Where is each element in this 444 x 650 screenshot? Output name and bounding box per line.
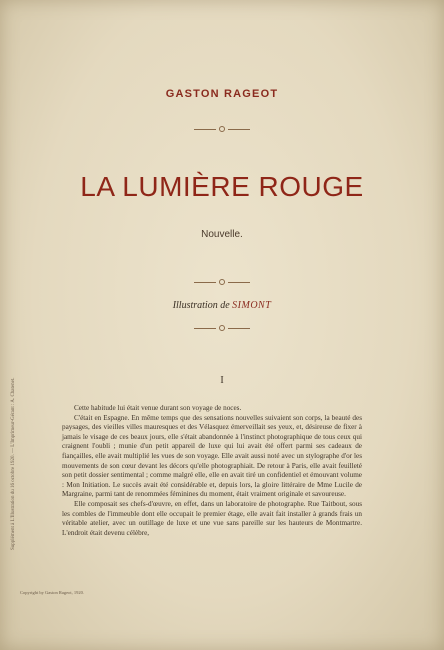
ornament-divider bbox=[0, 325, 444, 331]
chapter-number: I bbox=[220, 375, 224, 386]
ornament-divider bbox=[0, 126, 444, 132]
story-body bbox=[62, 404, 362, 538]
illustrator-name: SIMONT bbox=[232, 300, 272, 311]
copyright-line: Copyright by Gaston Rageot, 1920. bbox=[20, 590, 84, 595]
story-subtitle: Nouvelle. bbox=[201, 229, 243, 240]
illustration-prefix: Illustration de bbox=[172, 300, 230, 311]
side-imprint-note: Supplément à L'Illustration du 16 octobre 1920. — L'Imprimeur-Gérant : A. Chatenet. bbox=[11, 377, 16, 550]
paragraph: Cette habitude lui était venue durant son voyage de noces. bbox=[74, 404, 242, 412]
ornament-divider bbox=[0, 279, 444, 285]
paragraph: Elle composait ses chefs-d'œuvre, en effet, dans un laboratoire de photographe. Rue Taitbout, sous les combles de l'immeuble dont elle occupait le premier étage, elle avait fait installer à grands frais un véritable atelier, avec un outillage de luxe et une vue sans pareille sur les hauteurs de Montmartre. L'endroit était devenu célèbre, bbox=[62, 499, 362, 537]
author-name: GASTON RAGEOT bbox=[165, 88, 279, 100]
paragraph: C'était en Espagne. En même temps que des sensations nouvelles suivaient son corps, la beauté des paysages, des vieilles villes mauresques et des Vélasquez émerveillait ses yeux, et, désireuse de fixer à jamais le visage de ces beaux jours, elle s'était abandonnée à l'instinct photographique de tous ceux qui craignent l'oubli ; munie d'un petit appareil de luxe qui lui avait été offert parmi ses cadeaux de fiançailles, elle avait multiplié les vues de son voyage. Elle avait aussi noté avec un stylographe d'or les mouvements de son cœur devant les décors qu'elle photographiait. De retour à Paris, elle avait feuilleté son petit dossier sentimental ; comme malgré elle, elle en avait tiré un confidentiel et émouvant volume : Mon Initiation. Le succès avait été considérable et, depuis lors, la gloire littéraire de Mme Lucile de Margraine, parmi tant de renommées féminines du moment, était vraiment originale et savoureuse. bbox=[62, 413, 362, 499]
story-title: LA LUMIÈRE ROUGE bbox=[80, 171, 364, 202]
illustration-credit bbox=[0, 300, 444, 311]
